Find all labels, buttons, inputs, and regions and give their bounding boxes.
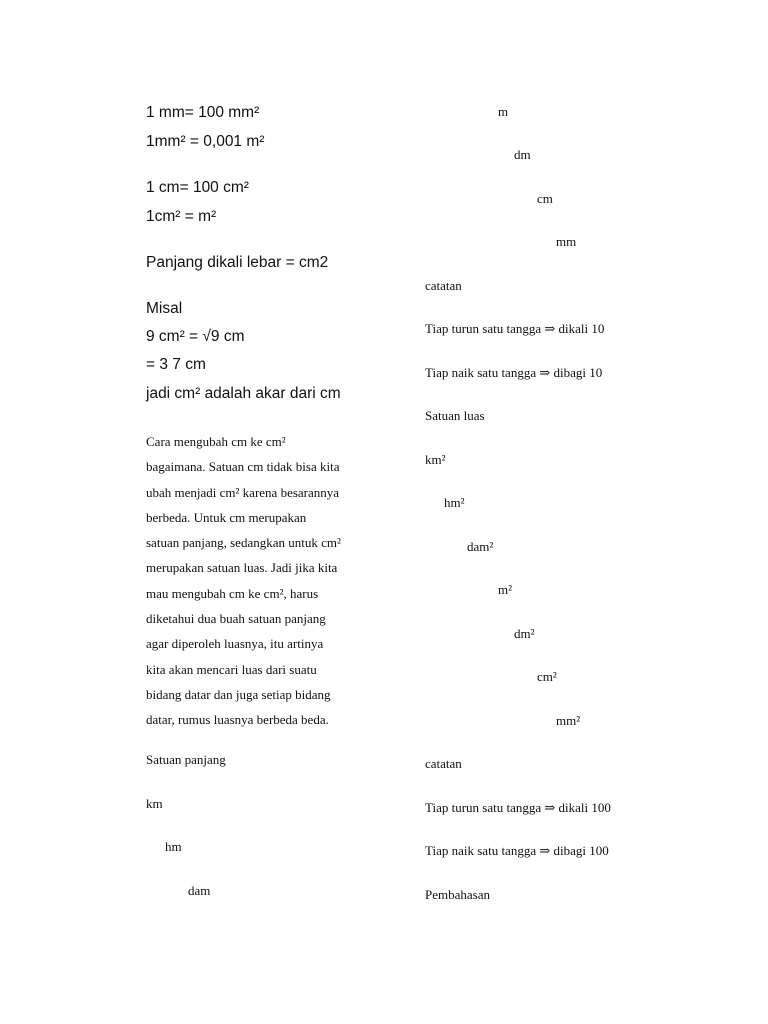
paragraph-line: agar diperoleh luasnya, itu artinya	[146, 636, 324, 652]
note-label-length: catatan	[425, 278, 462, 293]
area-units-heading: Satuan luas	[425, 408, 485, 423]
paragraph-line: merupakan satuan luas. Jadi jika kita	[146, 560, 338, 576]
paragraph-line: diketahui dua buah satuan panjang	[146, 611, 326, 627]
length-unit-dm: dm	[514, 147, 531, 162]
area-unit-mm2: mm²	[556, 713, 581, 728]
paragraph-line: datar, rumus luasnya berbeda beda.	[146, 712, 329, 728]
formula-cm2-to-m2: 1cm² = m²	[146, 208, 217, 225]
length-unit-cm: cm	[537, 191, 553, 206]
paragraph-line: berbeda. Untuk cm merupakan	[146, 509, 307, 525]
area-unit-m2: m²	[498, 582, 513, 597]
area-unit-dm2: dm²	[514, 626, 535, 641]
paragraph-line: satuan panjang, sedangkan untuk cm²	[146, 535, 341, 551]
note-area-up: Tiap naik satu tangga ⇒ dibagi 100	[425, 843, 609, 858]
paragraph-line: bidang datar dan juga setiap bidang	[146, 686, 331, 702]
note-length-down: Tiap turun satu tangga ⇒ dikali 10	[425, 321, 605, 336]
example-result: = 3 7 cm	[146, 356, 206, 373]
note-length-up: Tiap naik satu tangga ⇒ dibagi 10	[425, 365, 603, 380]
example-sqrt: 9 cm² = √9 cm	[146, 328, 245, 345]
area-unit-cm2: cm²	[537, 669, 557, 684]
example-conclusion: jadi cm² adalah akar dari cm	[146, 385, 341, 402]
note-label-area: catatan	[425, 756, 462, 771]
paragraph-line: mau mengubah cm ke cm², harus	[146, 585, 319, 601]
length-unit-m: m	[498, 104, 509, 119]
paragraph-line: bagaimana. Satuan cm tidak bisa kita	[146, 459, 340, 475]
paragraph-line: ubah menjadi cm² karena besarannya	[146, 484, 340, 500]
paragraph-line: Cara mengubah cm ke cm²	[146, 434, 286, 449]
formula-mm2-to-m2: 1mm² = 0,001 m²	[146, 133, 265, 150]
formula-area-rule: Panjang dikali lebar = cm2	[146, 254, 329, 271]
note-area-down: Tiap turun satu tangga ⇒ dikali 100	[425, 800, 611, 815]
area-unit-km2: km²	[425, 452, 446, 467]
explanation-paragraph	[146, 429, 386, 733]
formula-cm-to-cm2: 1 cm= 100 cm²	[146, 179, 249, 196]
example-heading: Misal	[146, 300, 183, 317]
length-unit-mm: mm	[556, 234, 577, 249]
length-unit-dam: dam	[188, 883, 211, 898]
length-unit-hm: hm	[165, 839, 182, 854]
section-heading-pembahasan: Pembahasan	[425, 887, 490, 902]
length-units-heading: Satuan panjang	[146, 752, 226, 767]
area-unit-hm2: hm²	[444, 495, 465, 510]
paragraph-line: kita akan mencari luas dari suatu	[146, 661, 317, 677]
length-unit-km: km	[146, 796, 163, 811]
area-unit-dam2: dam²	[467, 539, 494, 554]
formula-mm-to-mm2: 1 mm= 100 mm²	[146, 104, 260, 121]
